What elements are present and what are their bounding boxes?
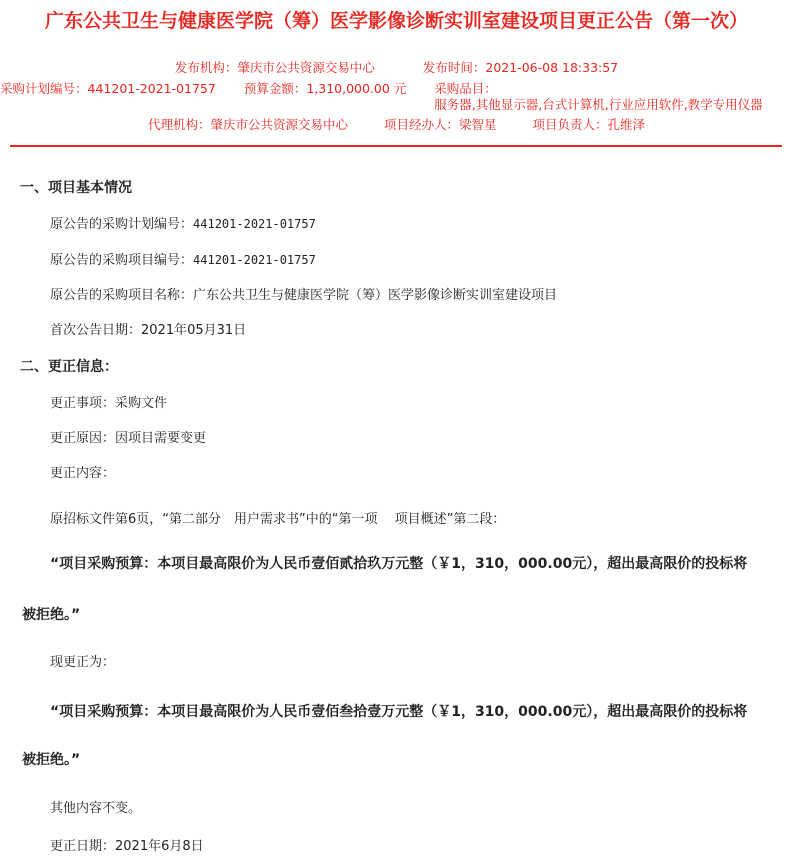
original-text-line2: 被拒绝。”: [22, 607, 81, 623]
first-announcement-date: [50, 322, 246, 340]
leader-label: 项目负责人：: [532, 117, 608, 132]
correction-date-value: 2021年6月8日: [115, 839, 204, 854]
page-title: 广东公共卫生与健康医学院（筹）医学影像诊断实训室建设项目更正公告（第一次）: [44, 10, 748, 32]
section2-heading: 二、更正信息：: [20, 359, 118, 375]
correction-content-label: 更正内容：: [50, 466, 116, 481]
original-project-name-value: 广东公共卫生与健康医学院（筹）医学影像诊断实训室建设项目: [193, 288, 558, 303]
correction-date: [50, 838, 204, 856]
agency-value: 肇庆市公共资源交易中心: [210, 117, 349, 132]
leader-value: 孔维泽: [607, 117, 646, 132]
original-project-no-label: 原公告的采购项目编号：: [50, 253, 194, 268]
publish-time-value: 2021-06-08 18:33:57: [485, 60, 619, 75]
original-reference: 原招标文件第6页，“第二部分 用户需求书”中的“第一项 项目概述”第二段：: [50, 512, 506, 527]
manager-value: 梁智星: [459, 117, 497, 132]
other-content-unchanged: 其他内容不变。: [50, 801, 142, 816]
original-project-name-label: 原公告的采购项目名称：: [50, 288, 194, 303]
meta-row-plan: [0, 81, 793, 113]
category-field: [434, 81, 793, 113]
publish-time-label: 发布时间：: [422, 60, 486, 75]
new-text-line2: 被拒绝。”: [22, 752, 81, 768]
manager-label: 项目经办人：: [383, 117, 459, 132]
agency-label: 代理机构：: [147, 117, 211, 132]
original-project-no: [50, 251, 316, 270]
correction-date-label: 更正日期：: [50, 839, 116, 854]
category-label: 采购品目：: [434, 81, 497, 96]
publisher-label: 发布机构：: [174, 60, 238, 75]
budget-label: 预算金额：: [243, 81, 307, 96]
first-date-label: 首次公告日期：: [50, 323, 142, 338]
meta-row-publisher: [0, 60, 793, 76]
header-divider: [10, 145, 782, 147]
plan-no-label: 采购计划编号：: [0, 81, 88, 96]
first-date-value: 2021年05月31日: [141, 323, 247, 338]
publisher-value: 肇庆市公共资源交易中心: [237, 60, 375, 75]
correction-item: 更正事项：采购文件: [50, 396, 168, 411]
correction-reason: 更正原因：因项目需要变更: [50, 431, 207, 446]
original-text-line1: “项目采购预算：本项目最高限价为人民币壹佰贰拾玖万元整（￥1，310，000.00元），超出最高限价的投标将: [50, 556, 748, 572]
original-project-name: [50, 287, 557, 305]
original-plan-no: [50, 215, 316, 234]
original-plan-no-value: 441201-2021-01757: [193, 217, 316, 231]
section1-heading: 一、项目基本情况: [20, 180, 132, 196]
new-text-line1: “项目采购预算：本项目最高限价为人民币壹佰叁拾壹万元整（￥1，310，000.00元），超出最高限价的投标将: [50, 704, 748, 720]
now-corrected-label: 现更正为：: [50, 655, 116, 670]
original-plan-no-label: 原公告的采购计划编号：: [50, 217, 194, 232]
category-value: 服务器,其他显示器,台式计算机,行业应用软件,教学专用仪器: [434, 97, 763, 112]
budget-value: 1,310,000.00 元: [306, 81, 407, 96]
original-project-no-value: 441201-2021-01757: [193, 253, 316, 267]
plan-no-value: 441201-2021-01757: [87, 81, 216, 96]
meta-row-agency: [0, 117, 793, 133]
